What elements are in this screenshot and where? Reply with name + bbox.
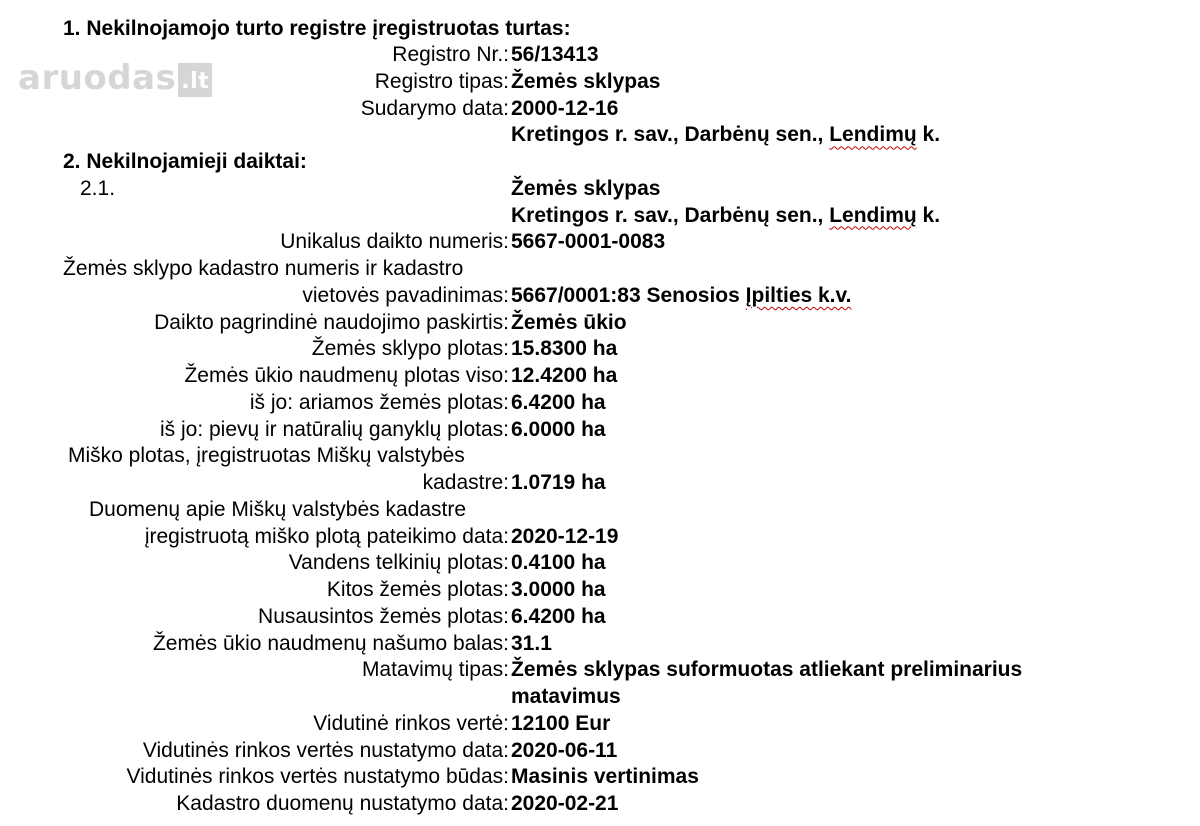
item-number: 2.1.: [80, 176, 116, 200]
property-field-label: iš jo: ariamos žemės plotas:: [249, 390, 509, 414]
property-field-value: 12.4200 ha: [511, 364, 618, 387]
item-2-1-row: [0, 176, 1200, 203]
item-address-row: [0, 203, 1200, 230]
valuation-field-row: [0, 711, 1200, 738]
section-2-rows-a: [0, 310, 1200, 444]
property-field-row: [0, 417, 1200, 444]
registry-field-row: [0, 96, 1200, 123]
valuation-field-row: [0, 738, 1200, 765]
registry-field-value: Žemės sklypas: [511, 69, 661, 93]
cadastre-label-line-2: vietovės pavadinimas:: [302, 283, 509, 307]
cadastre-value: 5667/0001:83 Senosios Įpilties k.v.: [511, 283, 852, 307]
section-1-address-row: [0, 122, 1200, 149]
property-field-value: Žemės ūkio: [511, 310, 627, 334]
property-field-value: 15.8300 ha: [511, 337, 618, 361]
property-field-label: Žemės ūkio naudmenų plotas viso:: [184, 364, 509, 387]
property-field-value: 6.4200 ha: [511, 604, 606, 628]
forest-label-line-2: kadastre:: [422, 471, 509, 494]
property-field-label: Nusausintos žemės plotas:: [258, 604, 509, 628]
watermark-tld: .lt: [178, 63, 212, 97]
section-1-rows: [0, 42, 1200, 122]
cadastre-row: [0, 283, 1200, 310]
valuation-field-label: Vidutinės rinkos vertės nustatymo būdas:: [126, 765, 509, 789]
property-field-value: 3.0000 ha: [511, 578, 606, 601]
property-field-value: 6.4200 ha: [511, 390, 606, 414]
measure-type-label: Matavimų tipas:: [361, 658, 509, 682]
measure-type-value-line-2: matavimus: [511, 685, 621, 708]
cadastre-label-line-1: Žemės sklypo kadastro numeris ir kadastro: [63, 257, 464, 280]
valuation-field-value: 2020-02-21: [511, 792, 619, 815]
document-body: [0, 42, 1200, 818]
registry-field-row: [0, 69, 1200, 96]
valuation-field-row: [0, 791, 1200, 818]
watermark-text: aruodas: [18, 58, 177, 98]
section-2-rows-c: [0, 711, 1200, 818]
unique-number-value: 5667-0001-0083: [511, 230, 666, 254]
measure-type-row: [0, 657, 1200, 684]
registry-field-row: [0, 42, 1200, 69]
forest-date-label-line-1: Duomenų apie Miškų valstybės kadastre: [89, 497, 467, 521]
property-field-row: [0, 550, 1200, 577]
property-field-row: [0, 310, 1200, 337]
valuation-field-label: Vidutinės rinkos vertės nustatymo data:: [142, 738, 509, 762]
property-field-row: [0, 631, 1200, 658]
property-field-value: 31.1: [511, 631, 552, 655]
property-field-row: [0, 577, 1200, 604]
property-field-row: [0, 336, 1200, 363]
forest-date-label-line-2: įregistruotą miško plotą pateikimo data:: [144, 524, 509, 548]
forest-area-value: 1.0719 ha: [511, 471, 606, 494]
property-field-label: Žemės ūkio naudmenų našumo balas:: [152, 631, 509, 655]
section-2-title: 2. Nekilnojamieji daiktai:: [63, 150, 307, 173]
registry-field-value: 2000-12-16: [511, 96, 619, 120]
section-1-title: 1. Nekilnojamojo turto registre įregistruotas turtas:: [63, 17, 571, 40]
section-1-address: Kretingos r. sav., Darbėnų sen., Lendimų k.: [511, 123, 941, 147]
item-address: Kretingos r. sav., Darbėnų sen., Lendimų k.: [511, 203, 941, 227]
registry-field-value: 56/13413: [511, 43, 599, 66]
valuation-field-value: Masinis vertinimas: [511, 765, 699, 789]
unique-number-label: Unikalus daikto numeris:: [280, 230, 509, 254]
property-field-value: 0.4100 ha: [511, 551, 606, 575]
unique-number-row: [0, 229, 1200, 256]
property-field-label: iš jo: pievų ir natūralių ganyklų plotas:: [159, 417, 509, 441]
registry-field-label: Registro Nr.:: [392, 43, 509, 66]
property-field-value: 6.0000 ha: [511, 417, 606, 441]
section-2-title-row: [0, 149, 1200, 176]
registry-field-label: Registro tipas:: [374, 69, 509, 93]
property-field-row: [0, 604, 1200, 631]
valuation-field-row: [0, 764, 1200, 791]
valuation-field-value: 12100 Eur: [511, 711, 611, 735]
section-2-rows-b: [0, 550, 1200, 657]
valuation-field-value: 2020-06-11: [511, 738, 618, 762]
property-field-label: Kitos žemės plotas:: [326, 578, 509, 601]
property-field-label: Daikto pagrindinė naudojimo paskirtis:: [154, 310, 509, 334]
measure-type-value-line-1: Žemės sklypas suformuotas atliekant preliminarius: [511, 658, 1023, 682]
valuation-field-label: Kadastro duomenų nustatymo data:: [176, 792, 509, 815]
forest-date-row: [0, 524, 1200, 551]
property-field-label: Žemės sklypo plotas:: [311, 337, 509, 361]
property-field-label: Vandens telkinių plotas:: [288, 551, 509, 575]
property-field-row: [0, 390, 1200, 417]
property-field-row: [0, 363, 1200, 390]
valuation-field-label: Vidutinė rinkos vertė:: [313, 711, 509, 735]
forest-area-row: [0, 470, 1200, 497]
forest-date-value: 2020-12-19: [511, 524, 619, 548]
item-type: Žemės sklypas: [511, 176, 661, 200]
forest-label-line-1: Miško plotas, įregistruotas Miškų valstybės: [68, 444, 465, 468]
registry-field-label: Sudarymo data:: [360, 96, 509, 120]
